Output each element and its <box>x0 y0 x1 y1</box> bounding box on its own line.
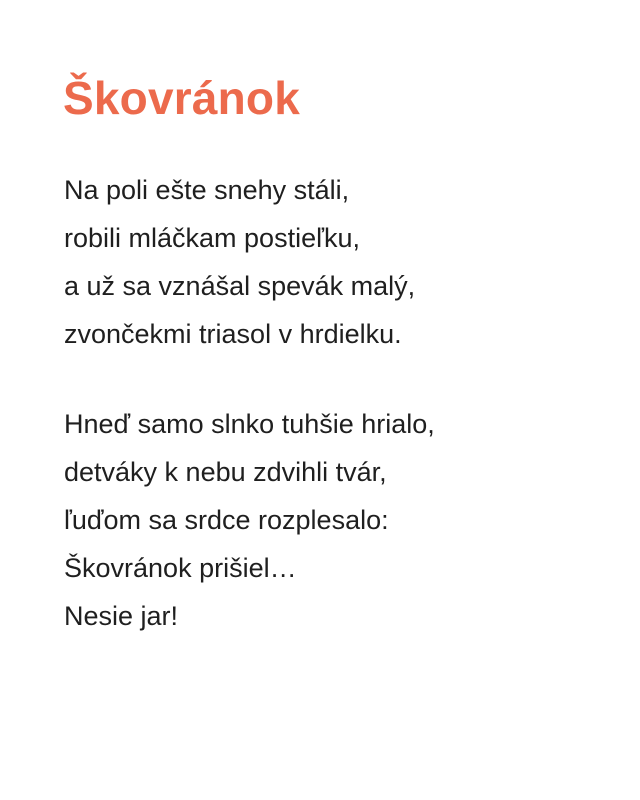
stanza-2 <box>64 400 624 640</box>
poem-line: Na poli ešte snehy stáli, <box>64 175 350 205</box>
poem-line: detváky k nebu zdvihli tvár, <box>64 457 387 487</box>
poem-line: robili mláčkam postieľku, <box>64 223 360 253</box>
stanza-1 <box>64 166 624 358</box>
poem-line: Nesie jar! <box>64 601 179 631</box>
poem-line: Škovránok prišiel… <box>64 553 297 583</box>
poem-line: Hneď samo slnko tuhšie hrialo, <box>64 409 435 439</box>
poem-title: Škovránok <box>63 72 301 124</box>
poem-line: a už sa vznášal spevák malý, <box>64 271 416 301</box>
poem-body <box>64 166 624 682</box>
poem-line: ľuďom sa srdce rozplesalo: <box>64 505 389 535</box>
poem-line: zvončekmi triasol v hrdielku. <box>64 319 402 349</box>
